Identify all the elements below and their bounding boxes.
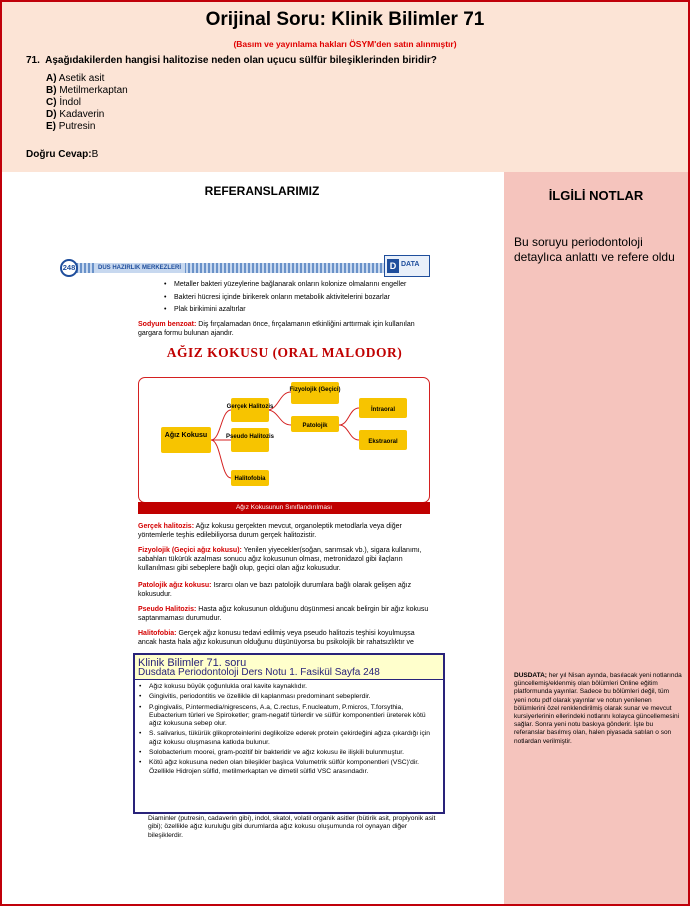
sodyum-benzoat-paragraph: Sodyum benzoat: Diş fırçalamadan önce, fırçalamanın etkinliğini arttırmak için kullanılan gargara formu bulunan ajandır. [138,321,415,337]
list-item: • Metaller bakteri yüzeylerine bağlanarak onların kolonize olmalarını engeller [164,280,434,289]
diagram-ekstraoral: Ekstraoral [368,439,398,445]
option-d: D) Kadaverin [46,109,105,121]
references-title: REFERANSLARIMIZ [204,184,320,198]
book-page-header [60,255,436,277]
question-text [26,55,437,66]
diagram-gercek: Gerçek Halitozis [226,404,274,410]
question-section [2,2,688,172]
list-item: • Gingivitis, periodontitis ve özellikle dil kaplanması predominant sebeplerdir. [137,693,439,701]
highlight-list [137,683,439,778]
dusdata-note [514,672,682,746]
header-text: DUS HAZIRLIK MERKEZLERİ [94,263,185,273]
diagram-svg [139,378,431,504]
notes-column [504,172,688,904]
diagram-halitofobia: Halitofobia [234,476,266,482]
section-heading: AĞIZ KOKUSU (ORAL MALODOR) [166,345,403,360]
option-b: B) Metilmerkaptan [46,85,128,97]
halitofobia-paragraph: Halitofobia: Gerçek ağız konusu tedavi edilmiş veya pseudo halitozis teşhisi koyulmuşsa ancak hasta hala ağız kokusunun olduğunu düşünüyorsa bu psikolojik bir rahatsızlıktır ve [138,630,415,646]
reference-highlight-box [133,653,445,814]
metal-bullets [164,280,434,318]
page-title: Orijinal Soru: Klinik Bilimler 71 [205,9,485,30]
logo-mark-icon: D [387,259,399,273]
option-a: A) Asetik asit [46,73,105,84]
highlight-title: Klinik Bilimler 71. soru [138,657,247,669]
question-body: Aşağıdakilerden hangisi halitozise neden olan uçucu sülfür bileşiklerinden biridir? [45,55,437,66]
diagram-patolojik: Patolojik [302,423,328,429]
list-item: • Bakteri hücresi içinde birikerek onların metabolik aktivitelerini bozarlar [164,293,434,302]
list-item: • Kötü ağız kokusuna neden olan bileşikler başlıca Volumetrik sülfür komponentleri (VSC)'dir. Özellikle Hidrojen sülfid, metilmerkaptan ve dimetil sülfid VSC arasındadır. [137,759,439,776]
copyright-notice: (Basım ve yayınlama hakları ÖSYM'den satın alınmıştır) [233,39,457,49]
diagram-caption: Ağız Kokusunun Sınıflandırılması [138,502,430,514]
patolojik-paragraph: Patolojik ağız kokusu: Israrcı olan ve bazı patolojik durumlara bağlı olarak gelişen ağız kokusudur. [138,582,412,598]
dusdata-body: her yıl Nisan ayında, basılacak yeni notlarında güncellemiş/eklenmiş olan bölümleri Online eğitim platformunda yayınlar. Sadece bu bölümleri değil, tüm yeni notu pdf olarak yayınlar ve notun yenilenen bölümlerini özel renklendirilmiş olarak sunar ve mevcut kursiyerlerinin ellerindeki notlarını kolayca güncellemesini sağlar. Sonra yeni notu baskıya gönderir. İşte bu referanslar basılmış olan, halen piyasada satılan o son notlardan verilmiştir. [514,672,682,745]
question-number: 71. [26,55,40,66]
dusdata-label: DUSDATA; [514,672,547,679]
diaminler-paragraph: Diaminler (putresin, cadaverin gibi), indol, skatol, volatil organik asitler (bütirik asit, propiyonik asit gibi); özellikle ağız kuruluğu gibi durumlarda ağız kokusu oluşumunda rol oynayan diğer bileşiklerdir. [148,815,436,839]
fizyolojik-paragraph: Fizyolojik (Geçici ağız kokusu): Yenilen yiyecekler(soğan, sarımsak vb.), sigara kullanımı, sabahları tükürük azalması sonucu ağız kokusunun olması, metronidazol gibi ilaçların kullanılması gibi sebeplere bağlı olup, geçici olan ağız kokusudur. [138,547,422,572]
list-item: • S. salivarius, tükürük glikoproteinlerini deglikolize ederek protein çekirdeğini ağıza çıkardığı için ağız kokusu oluşmasına katkıda bulunur. [137,730,439,747]
correct-answer: Doğru Cevap:B [26,149,99,160]
dusdata-logo [384,255,430,277]
diagram-fizyolojik: Fizyolojik (Geçici) [289,387,341,393]
diagram-intraoral: İntraoral [370,407,396,413]
option-c: C) İndol [46,97,82,109]
list-item: • Plak birikimini azaltırlar [164,305,434,314]
list-item: • P.gingivalis, P.intermedia/nigrescens, A.a, C.rectus, F.nucleatum, P.micros, T.forsythia, Eubacterium türleri ve Spiroketler; gram-negatif türlerdir ve sülfür komponentleri üreterek kötü ağız kokusuna sebep olur. [137,704,439,729]
list-item: • Ağız kokusu büyük çoğunlukla oral kavite kaynaklıdır. [137,683,439,691]
logo-text: DATA [401,261,420,268]
highlight-subtitle: Dusdata Periodontoloji Ders Notu 1. Fasikül Sayfa 248 [138,667,380,678]
page-number: 248 [60,259,78,277]
notes-text: Bu soruyu periodontoloji detaylıca anlattı ve refere oldu [514,235,675,264]
notes-title: İLGİLİ NOTLAR [548,188,644,203]
gercek-paragraph: Gerçek halitozis: Ağız kokusu gerçekten mevcut, organoleptik metodlarla veya diğer yöntemlerle teşhis edilebiliyorsa durum gerçek halitozistir. [138,523,402,539]
answer-options [46,73,128,133]
option-e: E) Putresin [46,121,96,133]
classification-diagram [138,377,430,503]
diagram-root: Ağız Kokusu [164,432,208,439]
list-item: • Solobacterium moorei, gram-pozitif bir bakteridir ve ağız kokusu ile ilişkili bulunmuştur. [137,749,439,757]
diagram-pseudo: Pseudo Halitozis [225,434,275,440]
highlight-box-header [135,655,443,680]
pseudo-paragraph: Pseudo Halitozis: Hasta ağız kokusunun olduğunu düşünmesi ancak belirgin bir ağız kokusu saptanmaması durumudur. [138,606,429,622]
